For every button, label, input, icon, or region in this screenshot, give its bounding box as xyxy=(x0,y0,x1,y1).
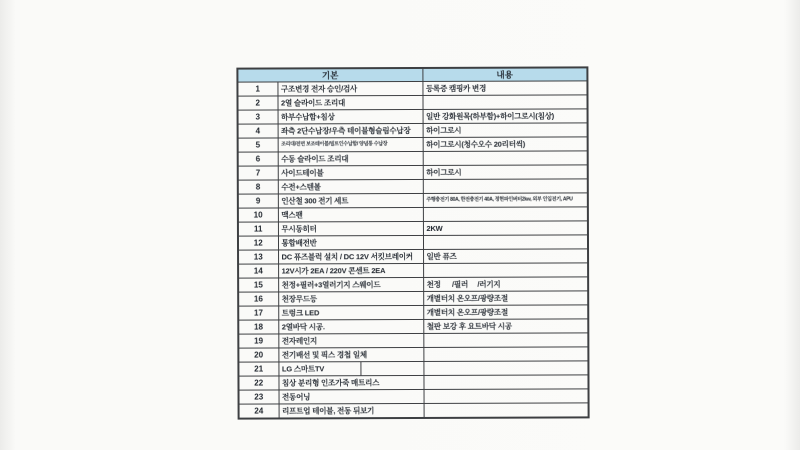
row-content-cell: 개별터치 온오프/광량조절 xyxy=(423,305,588,320)
row-item-cell: 수전+스텐볼 xyxy=(278,179,423,194)
row-content-cell xyxy=(423,347,588,362)
table-row xyxy=(238,137,588,152)
table-row xyxy=(238,207,588,222)
row-no-cell: 18 xyxy=(238,320,278,334)
row-content-cell: 하이그로시(청수오수 20리터씩) xyxy=(423,137,588,152)
row-item-cell: 2열 슬라이드 조리대 xyxy=(277,95,422,110)
row-no-cell: 9 xyxy=(238,194,278,208)
table-row xyxy=(239,403,589,419)
row-no-cell: 17 xyxy=(238,306,278,320)
row-no-cell: 12 xyxy=(238,236,278,250)
row-no-cell: 20 xyxy=(238,348,278,362)
table-row xyxy=(238,263,588,278)
table-row xyxy=(238,193,588,208)
row-no-cell: 24 xyxy=(239,404,279,419)
row-item-cell: 맥스팬 xyxy=(278,207,423,222)
row-item-cell: 전기배선 및 픽스 경첩 일체 xyxy=(278,347,423,362)
row-no-cell: 3 xyxy=(238,110,278,124)
table-row xyxy=(237,95,587,110)
row-content-cell: 2KW xyxy=(423,221,588,236)
row-item-cell: 천장무드등 xyxy=(278,291,423,306)
row-content-cell: 등록증 캠핑카 변경 xyxy=(422,81,587,96)
row-no-cell: 22 xyxy=(238,376,278,390)
row-no-cell: 11 xyxy=(238,222,278,236)
row-item-cell: 전자레인지 xyxy=(278,333,423,348)
table-row xyxy=(238,165,588,180)
row-content-cell xyxy=(423,179,588,194)
table-body xyxy=(237,81,588,419)
row-no-cell: 14 xyxy=(238,264,278,278)
row-no-cell: 16 xyxy=(238,292,278,306)
row-no-cell: 10 xyxy=(238,208,278,222)
row-no-cell: 21 xyxy=(238,362,278,376)
table-header-basic: 기본 xyxy=(237,68,422,82)
table-row xyxy=(238,151,588,166)
table-row xyxy=(238,221,588,236)
row-content-cell: 천정 /필러 /러기지 xyxy=(423,277,588,292)
row-item-cell: 수동 슬라이드 조리대 xyxy=(278,151,423,166)
row-no-cell: 2 xyxy=(237,96,277,110)
table-row xyxy=(239,389,589,404)
table-row xyxy=(238,249,588,264)
table-row xyxy=(238,277,588,292)
row-content-cell xyxy=(423,207,588,222)
row-content-cell xyxy=(424,403,589,418)
table-row xyxy=(238,235,588,250)
table-row xyxy=(238,361,588,376)
row-item-cell: 통합배전반 xyxy=(278,235,423,250)
row-content-cell xyxy=(423,375,588,390)
row-item-cell: 전동어닝 xyxy=(279,389,424,404)
row-no-cell: 8 xyxy=(238,180,278,194)
row-content-cell: 철판 보강 후 요트바닥 시공 xyxy=(423,319,588,334)
row-item-cell: LG 스마트TV xyxy=(278,361,423,376)
row-item-cell: 천정+필러+3열러기지 스웨이드 xyxy=(278,277,423,292)
row-no-cell: 13 xyxy=(238,250,278,264)
table-row xyxy=(238,291,588,306)
row-content-cell: 하이그로시 xyxy=(423,123,588,138)
table-row xyxy=(237,81,587,96)
row-no-cell: 15 xyxy=(238,278,278,292)
row-no-cell: 23 xyxy=(239,390,279,404)
row-content-cell xyxy=(423,361,588,376)
row-content-cell: 개별터치 온오프/광량조절 xyxy=(423,291,588,306)
row-content-cell: 하이그로시 xyxy=(423,165,588,180)
row-content-cell xyxy=(423,333,588,348)
row-no-cell: 19 xyxy=(238,334,278,348)
row-content-cell xyxy=(423,263,588,278)
row-item-cell: 무시동히터 xyxy=(278,221,423,236)
row-no-cell: 7 xyxy=(238,166,278,180)
row-item-cell: 하부수납함+침상 xyxy=(278,109,423,124)
row-item-cell: 침상 분리형 인조가죽 매트리스 xyxy=(278,375,423,390)
table-row xyxy=(238,375,588,390)
table-header-row xyxy=(237,67,587,82)
table-row xyxy=(238,347,588,362)
row-item-cell: 구조변경 전자 승인/검사 xyxy=(277,81,422,96)
table-header-content: 내용 xyxy=(422,67,587,81)
row-no-cell: 1 xyxy=(237,82,277,96)
row-no-cell: 6 xyxy=(238,152,278,166)
camper-spec-table xyxy=(236,66,589,419)
row-content-cell xyxy=(423,151,588,166)
row-no-cell: 5 xyxy=(238,138,278,152)
row-item-cell: 사이드테이블 xyxy=(278,165,423,180)
row-item-cell: 리프트업 테이블, 전동 뒤보기 xyxy=(279,403,424,418)
table-row xyxy=(238,305,588,320)
table-row xyxy=(238,319,588,334)
table-row xyxy=(238,123,588,138)
row-item-cell: 조리대/전면 보조테이블/빌트인수납함/ 양념통 수납장 xyxy=(278,137,423,152)
row-no-cell: 4 xyxy=(238,124,278,138)
row-content-cell: 주행충전기 80A, 한전충전기 40A, 정현파인버터2kw, 외부 인입전기, APU xyxy=(423,193,588,208)
table-row xyxy=(238,109,588,124)
row-item-cell: 트렁크 LED xyxy=(278,305,423,320)
table-row xyxy=(238,179,588,194)
table-row xyxy=(238,333,588,348)
row-content-cell xyxy=(422,95,587,110)
row-content-cell xyxy=(423,235,588,250)
row-item-cell: DC 퓨즈블럭 설치 / DC 12V 서킷브레이커 xyxy=(278,249,423,264)
row-content-cell: 일반 강화원목(하부함)+하이그로시(침상) xyxy=(423,109,588,124)
row-item-cell: 인산철 300 전기 세트 xyxy=(278,193,423,208)
row-item-cell: 좌측 2단수납장/우측 테이블형슬림수납장 xyxy=(278,123,423,138)
row-content-cell: 일반 퓨즈 xyxy=(423,249,588,264)
row-item-cell: 2열바닥 시공. xyxy=(278,319,423,334)
row-item-cell: 12V시가 2EA / 220V 콘센트 2EA xyxy=(278,263,423,278)
row-content-cell xyxy=(424,389,589,404)
